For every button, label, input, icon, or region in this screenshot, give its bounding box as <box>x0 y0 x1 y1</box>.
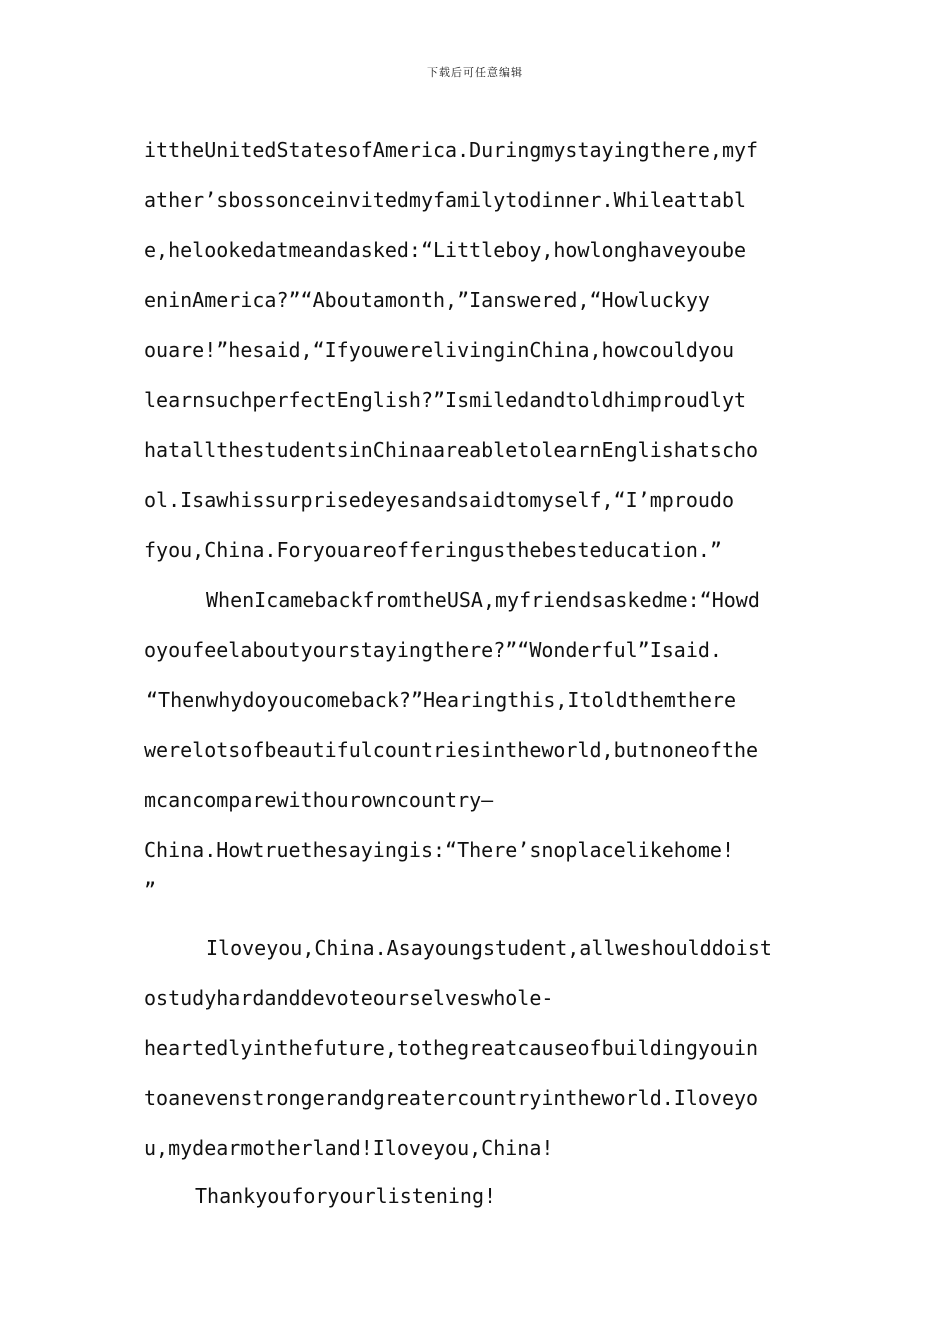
text-line: ol.Isawhissurprisedeyesandsaidtomyself,“I’mproudo <box>144 488 735 512</box>
page-header: 下载后可任意编辑 <box>427 66 523 79</box>
text-line: fyou,China.Foryouareofferingusthebesteducation.” <box>144 538 722 562</box>
text-line: heartedlyinthefuture,tothegreatcauseofbuildingyouin <box>144 1036 759 1060</box>
text-line: eninAmerica?”“Aboutamonth,”Ianswered,“Howluckyy <box>144 288 710 312</box>
text-line: “Thenwhydoyoucomeback?”Hearingthis,Itoldthemthere <box>146 688 737 712</box>
closing-line: Thankyouforyourlistening! <box>195 1184 497 1208</box>
text-line: ostudyhardanddevoteourselveswhole- <box>144 986 554 1010</box>
text-line: learnsuchperfectEnglish?”Ismiledandtoldhimproudlyt <box>144 388 747 412</box>
text-line: ather’sbossonceinvitedmyfamilytodinner.Whileattabl <box>144 188 747 212</box>
text-line: hatallthestudentsinChinaareabletolearnEnglishatscho <box>144 438 759 462</box>
text-line: werelotsofbeautifulcountriesintheworld,butnoneofthe <box>144 738 759 762</box>
text-line: ” <box>144 878 157 902</box>
text-line: ouare!”hesaid,“IfyouwerelivinginChina,howcouldyou <box>144 338 735 362</box>
text-line: oyoufeelaboutyourstayingthere?”“Wonderful”Isaid. <box>144 638 722 662</box>
text-line: mcancomparewithourowncountry— <box>144 788 494 812</box>
text-line: China.Howtruethesayingis:“There’snoplacelikehome! <box>144 838 735 862</box>
text-line: ittheUnitedStatesofAmerica.Duringmystayingthere,myf <box>144 138 759 162</box>
text-line: toanevenstrongerandgreatercountryintheworld.Iloveyo <box>144 1086 759 1110</box>
paragraph-start-line: Iloveyou,China.Asayoungstudent,allweshoulddoist <box>206 936 772 960</box>
text-line: e,helookedatmeandasked:“Littleboy,howlonghaveyoube <box>144 238 747 262</box>
text-line: u,mydearmotherland!Iloveyou,China! <box>144 1136 554 1160</box>
paragraph-start-line: WhenIcamebackfromtheUSA,myfriendsaskedme:“Howd <box>206 588 760 612</box>
